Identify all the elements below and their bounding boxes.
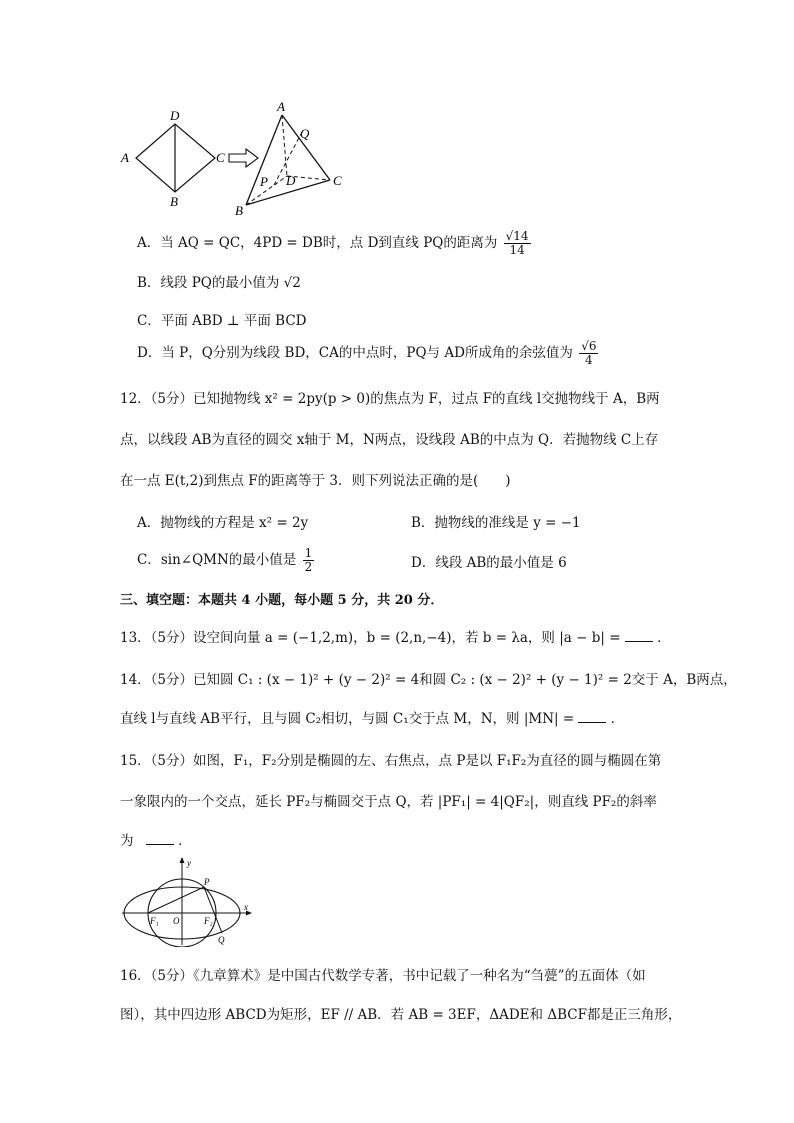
q12-option-b: B．抛物线的准线是 y = −1: [411, 515, 581, 531]
frac-denominator: 4: [585, 353, 593, 367]
q15-figure: [118, 855, 258, 947]
q12-option-a: A．抛物线的方程是 x² = 2y: [137, 515, 309, 531]
q11-option-a: [137, 230, 533, 257]
tetra-label-d: D: [286, 173, 296, 188]
arrow-right-icon: [229, 149, 258, 167]
tetra-label-b: B: [235, 203, 243, 218]
point-label-q: Q: [218, 935, 225, 945]
q13-text: 13．（5分）设空间向量 a = (−1,2,m)，b = (2,n,−4)，若 b = λa，则 |a − b| =: [120, 630, 621, 646]
q14-line-2: [120, 709, 624, 729]
q12-line-3: 在一点 E(t,2)到焦点 F的距离等于 3．则下列说法正确的是( ): [120, 473, 511, 489]
q15-answer-blank[interactable]: [146, 832, 174, 845]
rhombus-label-c: C: [216, 150, 225, 165]
frac-numerator: √6: [581, 339, 597, 353]
frac-numerator: √14: [505, 229, 529, 243]
q11-option-a-text: A．当 AQ = QC，4PD = DB时，点 D到直线 PQ的距离为: [137, 235, 498, 251]
tetra-label-a: A: [277, 99, 285, 114]
axis-label-x: x: [244, 902, 248, 912]
q11-figure: [110, 98, 370, 218]
q15-figure-svg: [118, 855, 258, 947]
point-label-o: O: [173, 916, 180, 926]
frac-numerator: 1: [304, 546, 313, 560]
q15-line-1: 15．（5分）如图，F₁，F₂分别是椭圆的左、右焦点，点 P是以 F₁F₂为直径的圆与椭圆在第: [120, 753, 662, 769]
q11-option-b: B．线段 PQ的最小值为 √2: [137, 275, 301, 291]
q11-option-a-fraction: [504, 230, 531, 257]
q15-period: ．: [178, 833, 192, 849]
point-label-p: P: [204, 877, 210, 887]
q14-line-2-text: 直线 l与直线 AB平行，且与圆 C₂相切，与圆 C₁交于点 M，N，则 |MN| =: [120, 711, 575, 727]
q14-line-1: 14．（5分）已知圆 C₁ : (x − 1)² + (y − 2)² = 4和圆 C₂ : (x − 2)² + (y − 1)² = 2交于 A，B两点，: [120, 672, 737, 688]
q12-option-c: [137, 547, 316, 574]
q11-option-d-text: D．当 P，Q分别为线段 BD，CA的中点时，PQ与 AD所成角的余弦值为: [137, 345, 573, 361]
frac-denominator: 14: [509, 243, 525, 257]
rhombus-label-a: A: [121, 150, 129, 165]
q13-period: ．: [657, 630, 671, 646]
q14-period: ．: [610, 711, 625, 727]
q11-option-c: C．平面 ABD ⊥ 平面 BCD: [137, 313, 307, 329]
q12-line-1: 12．（5分）已知抛物线 x² = 2py(p > 0)的焦点为 F，过点 F的直线 l交抛物线于 A，B两: [120, 391, 660, 407]
q14-answer-blank[interactable]: [578, 710, 606, 723]
q16-line-2: 图），其中四边形 ABCD为矩形，EF // AB．若 AB = 3EF，ΔADE和 ΔBCF都是正三角形，: [120, 1007, 682, 1023]
tetra-label-p: P: [260, 174, 268, 189]
point-label-f2: F₂: [204, 916, 213, 926]
q16-line-1: 16．（5分）《九章算术》是中国古代数学专著，书中记载了一种名为“刍甍”的五面体（如: [120, 968, 646, 984]
q13-answer-blank[interactable]: [625, 629, 653, 642]
q15-line-3: [120, 831, 192, 851]
q15-line-3-text: 为: [120, 833, 134, 849]
rhombus-label-b: B: [170, 194, 178, 209]
tetra-label-c: C: [333, 173, 342, 188]
q11-option-d: [137, 340, 600, 367]
q12-line-2: 点，以线段 AB为直径的圆交 x轴于 M，N两点，设线段 AB的中点为 Q．若抛物线 C上存: [120, 432, 659, 448]
q12-option-c-fraction: [303, 547, 315, 574]
q12-option-d: D．线段 AB的最小值是 6: [411, 555, 567, 571]
rhombus-label-d: D: [170, 108, 180, 123]
q11-option-d-fraction: [579, 340, 598, 367]
section-3-header: 三、填空题：本题共 4 小题，每小题 5 分，共 20 分．: [120, 593, 444, 608]
q13: [120, 628, 671, 648]
axis-label-y: y: [187, 858, 191, 868]
tetra-label-q: Q: [300, 126, 310, 141]
q15-line-2: 一象限内的一个交点，延长 PF₂与椭圆交于点 Q，若 |PF₁| = 4|QF₂|，则直线 PF₂的斜率: [120, 794, 657, 810]
q12-option-c-text: C．sin∠QMN的最小值是: [137, 552, 297, 568]
frac-denominator: 2: [304, 560, 313, 574]
point-label-f1: F₁: [150, 916, 159, 926]
q11-figure-svg: [110, 98, 370, 218]
